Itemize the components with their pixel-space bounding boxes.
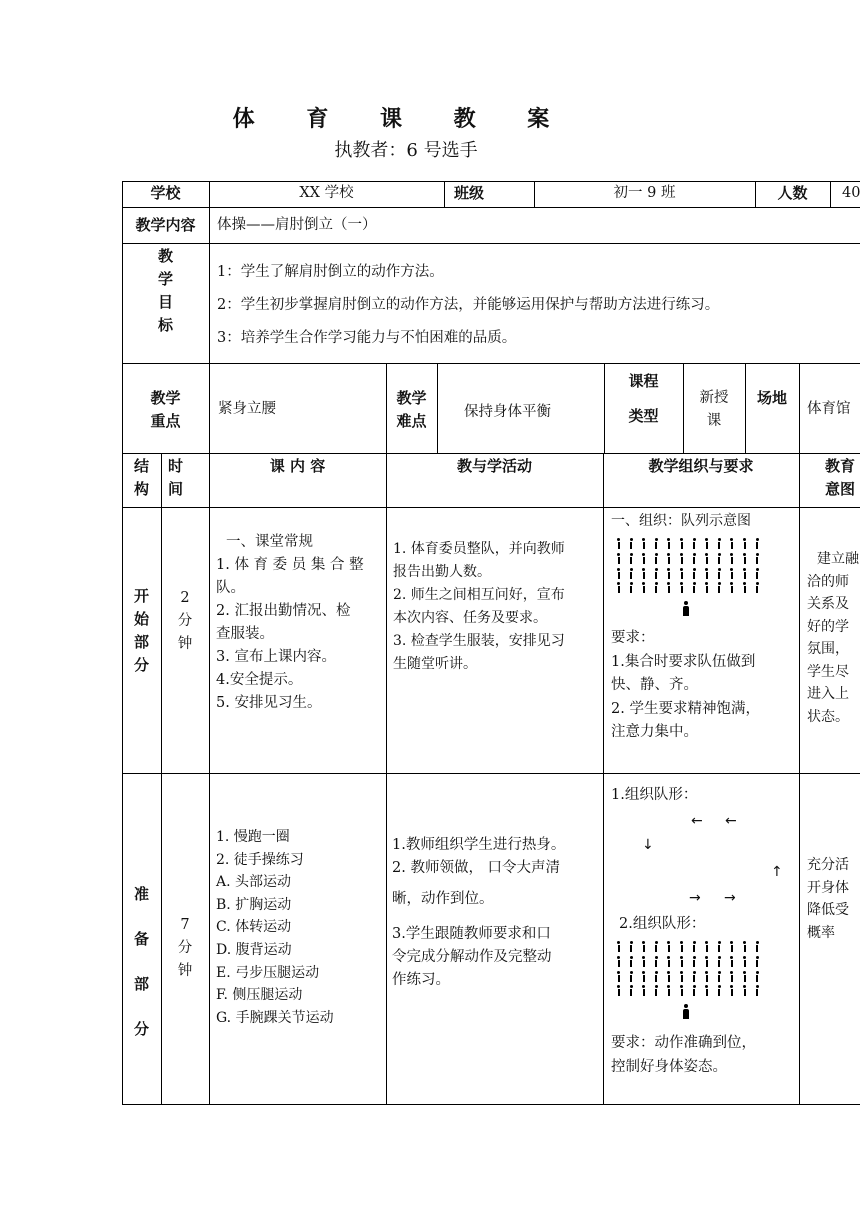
school-label: 学校: [150, 184, 181, 202]
student-figure-icon: [617, 985, 620, 996]
section-content: 一、课堂常规 1. 体 育 委 员 集 合 整 队。 2. 汇报出勤情况、检 查服装。 3. 宣布上课内容。 4.安全提示。 5. 安排见习生。: [216, 534, 364, 711]
student-figure-icon: [693, 553, 696, 564]
arrow-right-icon: →: [724, 890, 736, 906]
student-figure-icon: [617, 582, 620, 593]
student-figure-icon: [680, 582, 683, 593]
student-figure-icon: [680, 971, 683, 982]
student-figure-icon: [655, 538, 658, 549]
student-figure-icon: [680, 956, 683, 967]
student-figure-icon: [718, 971, 721, 982]
student-figure-icon: [667, 553, 670, 564]
organization-title: 一、组织：队列示意图: [611, 513, 751, 529]
student-figure-icon: [617, 538, 620, 549]
content-label: 教学内容: [135, 216, 196, 234]
section-activity: 1.教师组织学生进行热身。 2. 教师领做， 口令大声清 晰，动作到位。 3.学生跟随教师要求和口 令完成分解动作及完整动 作练习。: [392, 837, 566, 988]
organization-title: 1.组织队形：: [611, 787, 698, 803]
header-organization: 教学组织与要求: [648, 457, 754, 475]
count-label: 人数: [777, 184, 808, 202]
student-figure-icon: [730, 582, 733, 593]
student-figure-icon: [693, 985, 696, 996]
student-figure-icon: [705, 568, 708, 579]
class-value: 初一 9 班: [613, 185, 676, 201]
student-figure-icon: [693, 582, 696, 593]
student-figure-icon: [630, 582, 633, 593]
header-structure: 结 构: [133, 457, 149, 498]
student-figure-icon: [642, 553, 645, 564]
student-figure-icon: [743, 568, 746, 579]
organization-requirements: 要求：动作准确到位， 控制好身体姿态。: [611, 1035, 756, 1075]
student-figure-icon: [667, 971, 670, 982]
student-figure-icon: [630, 941, 633, 952]
student-figure-icon: [655, 985, 658, 996]
content-value: 体操——肩肘倒立（一）: [217, 217, 377, 233]
student-figure-icon: [718, 582, 721, 593]
student-figure-icon: [630, 568, 633, 579]
page-subtitle: 执教者：6 号选手: [334, 140, 478, 161]
student-figure-icon: [630, 538, 633, 549]
student-figure-icon: [730, 985, 733, 996]
student-figure-icon: [693, 941, 696, 952]
student-figure-icon: [705, 985, 708, 996]
student-figure-icon: [718, 568, 721, 579]
organization-requirements: 要求： 1.集合时要求队伍做到 快、静、齐。 2. 学生要求精神饱满， 注意力集中。: [611, 630, 760, 740]
student-figure-icon: [655, 956, 658, 967]
goal-item: 1：学生了解肩肘倒立的动作方法。: [217, 264, 444, 280]
student-figure-icon: [642, 956, 645, 967]
student-figure-icon: [693, 538, 696, 549]
student-figure-icon: [693, 971, 696, 982]
student-figure-icon: [667, 985, 670, 996]
student-figure-icon: [642, 941, 645, 952]
student-figure-icon: [756, 538, 759, 549]
student-figure-icon: [730, 941, 733, 952]
student-figure-icon: [743, 956, 746, 967]
goals-list: [217, 256, 860, 355]
student-figure-icon: [680, 941, 683, 952]
student-figure-icon: [630, 553, 633, 564]
student-figure-icon: [756, 956, 759, 967]
student-figure-icon: [680, 538, 683, 549]
student-figure-icon: [642, 568, 645, 579]
student-figure-icon: [756, 971, 759, 982]
header-time: 时 间: [168, 457, 184, 498]
header-activity: 教与学活动: [456, 457, 532, 475]
student-figure-icon: [705, 553, 708, 564]
teacher-figure-icon: [683, 601, 689, 616]
student-figure-icon: [693, 568, 696, 579]
difficulty-value: 保持身体平衡: [464, 404, 551, 420]
student-figure-icon: [718, 538, 721, 549]
student-figure-icon: [630, 985, 633, 996]
student-figure-icon: [743, 971, 746, 982]
page-title: 体 育 课 教 案: [232, 106, 572, 132]
student-figure-icon: [655, 941, 658, 952]
student-figure-icon: [617, 553, 620, 564]
course-type-value: 新授 课: [699, 390, 729, 429]
student-figure-icon: [693, 956, 696, 967]
student-figure-icon: [667, 568, 670, 579]
section-name: 开 始 部 分: [133, 587, 149, 674]
student-figure-icon: [743, 985, 746, 996]
arrow-right-icon: →: [689, 890, 701, 906]
arrow-up-icon: ↑: [771, 864, 783, 880]
section-name: 准 备 部 分: [133, 885, 149, 1038]
student-figure-icon: [617, 956, 620, 967]
goal-item: 3：培养学生合作学习能力与不怕困难的品质。: [217, 330, 517, 346]
venue-label: 场地: [756, 389, 787, 407]
student-figure-icon: [667, 956, 670, 967]
student-figure-icon: [680, 553, 683, 564]
student-figure-icon: [730, 553, 733, 564]
student-figure-icon: [667, 582, 670, 593]
student-figure-icon: [642, 971, 645, 982]
section-time: 7 分 钟: [177, 917, 193, 979]
venue-value: 体育馆: [807, 401, 851, 417]
student-figure-icon: [642, 582, 645, 593]
section-intent: 建立融 洽的师 关系及 好的学 氛围， 学生尽 进入上 状态。: [807, 551, 859, 725]
student-figure-icon: [617, 941, 620, 952]
student-figure-icon: [743, 538, 746, 549]
student-figure-icon: [617, 971, 620, 982]
student-figure-icon: [705, 971, 708, 982]
student-figure-icon: [718, 941, 721, 952]
student-figure-icon: [756, 985, 759, 996]
student-figure-icon: [756, 568, 759, 579]
student-figure-icon: [680, 568, 683, 579]
school-value: XX 学校: [299, 185, 354, 201]
student-figure-icon: [756, 941, 759, 952]
student-figure-icon: [655, 568, 658, 579]
student-figure-icon: [718, 553, 721, 564]
student-figure-icon: [617, 568, 620, 579]
header-content: 课 内 容: [269, 457, 326, 475]
section-time: 2 分 钟: [177, 590, 193, 652]
arrow-down-icon: ↓: [642, 837, 654, 853]
student-figure-icon: [743, 941, 746, 952]
goal-item: 2：学生初步掌握肩肘倒立的动作方法，并能够运用保护与帮助方法进行练习。: [217, 297, 720, 313]
student-figure-icon: [730, 538, 733, 549]
organization-title: 2.组织队形：: [619, 916, 706, 932]
student-figure-icon: [730, 956, 733, 967]
goals-label: 教 学 目 标: [157, 247, 173, 334]
student-figure-icon: [705, 941, 708, 952]
running-route-diagram: [604, 805, 799, 905]
student-figure-icon: [630, 956, 633, 967]
section-intent: 充分活 开身体 降低受 概率: [807, 857, 849, 941]
arrow-left-icon: ←: [725, 813, 737, 829]
student-figure-icon: [730, 568, 733, 579]
count-value: 40: [842, 185, 860, 201]
student-figure-icon: [642, 985, 645, 996]
student-figure-icon: [680, 985, 683, 996]
student-figure-icon: [655, 971, 658, 982]
focus-label: 教学 重点: [150, 389, 181, 430]
student-figure-icon: [718, 985, 721, 996]
section-activity: 1. 体育委员整队，并向教师 报告出勤人数。 2. 师生之间相互问好，宣布 本次内容、任务及要求。 3. 检查学生服装，安排见习 生随堂听讲。: [393, 541, 565, 672]
student-figure-icon: [756, 582, 759, 593]
arrow-left-icon: ←: [691, 813, 703, 829]
student-figure-icon: [667, 941, 670, 952]
student-figure-icon: [756, 553, 759, 564]
student-figure-icon: [705, 538, 708, 549]
student-figure-icon: [642, 538, 645, 549]
student-figure-icon: [705, 956, 708, 967]
teacher-figure-icon: [683, 1004, 689, 1019]
difficulty-label: 教学 难点: [396, 389, 427, 430]
student-figure-icon: [730, 971, 733, 982]
student-figure-icon: [655, 582, 658, 593]
student-figure-icon: [743, 553, 746, 564]
formation-diagram: [617, 538, 767, 618]
student-figure-icon: [718, 956, 721, 967]
student-figure-icon: [743, 582, 746, 593]
course-type-label: 课程 类型: [628, 372, 659, 425]
section-content: 1. 慢跑一圈 2. 徒手操练习 A. 头部运动 B. 扩胸运动 C. 体转运动 D. 腹背运动 E. 弓步压腿运动 F. 侧压腿运动 G. 手腕踝关节运动: [216, 829, 334, 1026]
header-intent: 教育 意图: [825, 457, 856, 498]
class-label: 班级: [454, 184, 485, 202]
formation-diagram: [617, 941, 767, 1021]
student-figure-icon: [655, 553, 658, 564]
student-figure-icon: [667, 538, 670, 549]
focus-value: 紧身立腰: [218, 401, 276, 417]
student-figure-icon: [630, 971, 633, 982]
student-figure-icon: [705, 582, 708, 593]
